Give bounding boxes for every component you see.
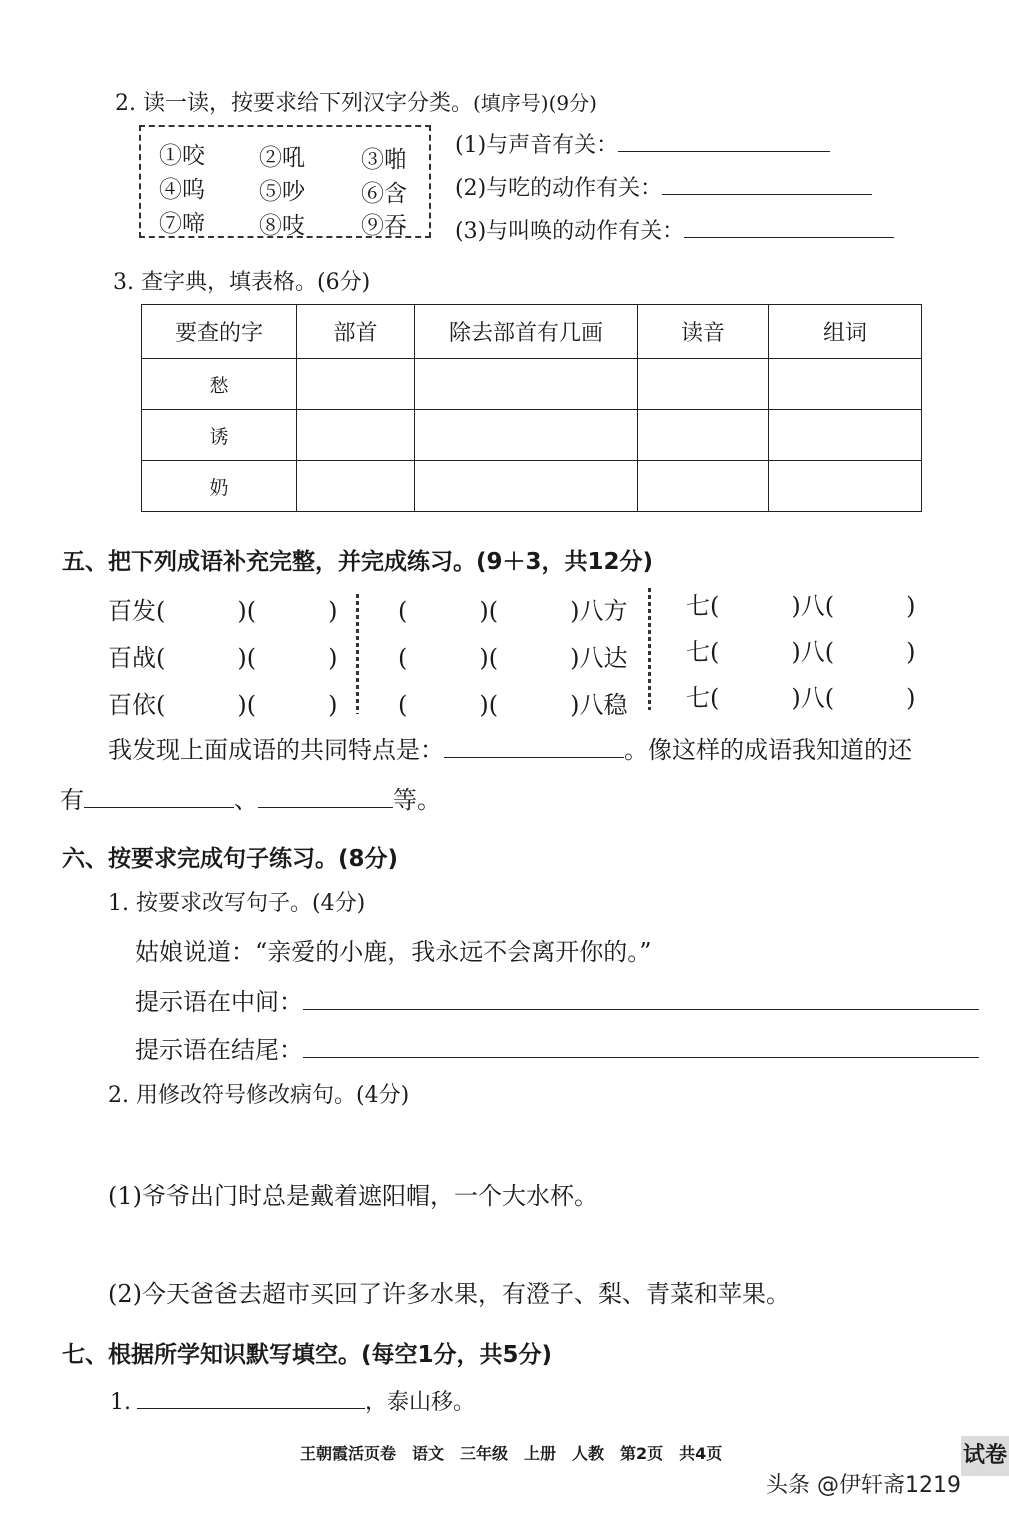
idiom-item: 七( )八( ) (686, 684, 916, 712)
answer-cell[interactable] (638, 359, 769, 410)
s7-q1-number: 1. (110, 1390, 131, 1415)
rewrite-end-label: 提示语在结尾： (135, 1036, 303, 1064)
answer-blank[interactable] (258, 785, 393, 808)
table-row (142, 410, 922, 461)
idiom-item: 百发( )( ) (108, 597, 338, 625)
answer-blank[interactable] (618, 129, 830, 152)
rewrite-middle-label: 提示语在中间： (135, 988, 303, 1016)
answer-cell[interactable] (638, 461, 769, 512)
table-header: 除去部首有几画 (415, 305, 638, 359)
example-text: 有 (60, 786, 84, 814)
feature-text: 我发现上面成语的共同特点是： (108, 736, 444, 764)
q2-item-2-label: (2)与吃的动作有关： (455, 176, 663, 201)
table-header-row (142, 305, 922, 359)
answer-blank[interactable] (303, 1035, 979, 1058)
idiom-item: 百依( )( ) (108, 691, 338, 719)
example-end: 等。 (393, 786, 441, 814)
s7-q1-text: ，泰山移。 (365, 1390, 476, 1415)
char-item: ⑦啼 (159, 211, 205, 237)
answer-cell[interactable] (769, 461, 922, 512)
idiom-item: ( )( )八达 (398, 644, 628, 672)
idiom-item: 七( )八( ) (686, 592, 916, 620)
paper-tag: 试卷 (961, 1436, 1009, 1476)
page-footer: 王朝霞活页卷 语文 三年级 上册 人教 第2页 共4页 (300, 1444, 723, 1463)
idiom-item: 七( )八( ) (686, 638, 916, 666)
s6-q1-title: 1. 按要求改写句子。(4分) (108, 891, 366, 916)
char-item: ⑨吞 (361, 213, 407, 239)
answer-cell[interactable] (638, 410, 769, 461)
q3-title: 3. 查字典，填表格。(6分) (113, 270, 371, 295)
idiom-item: 百战( )( ) (108, 644, 338, 672)
wavy-divider (648, 588, 651, 710)
lookup-char: 愁 (142, 359, 297, 410)
char-item: ⑤吵 (259, 179, 305, 205)
q2-item-3 (455, 214, 894, 245)
q2-title (115, 86, 597, 117)
answer-cell[interactable] (415, 359, 638, 410)
char-item: ⑥含 (361, 181, 407, 207)
q2-title-text: 2. 读一读，按要求给下列汉字分类。 (115, 91, 473, 116)
table-row (142, 359, 922, 410)
s6-quote: 姑娘说道：“亲爱的小鹿，我永远不会离开你的。” (135, 938, 652, 966)
q2-item-3-label: (3)与叫唤的动作有关： (455, 219, 685, 244)
idiom-item: ( )( )八稳 (398, 691, 628, 719)
answer-cell[interactable] (297, 410, 415, 461)
answer-blank[interactable] (444, 735, 624, 758)
answer-cell[interactable] (297, 359, 415, 410)
idiom-example-line (60, 780, 441, 815)
table-row (142, 461, 922, 512)
answer-blank[interactable] (684, 215, 894, 238)
char-item: ③啪 (361, 147, 407, 173)
wavy-divider (356, 594, 359, 714)
answer-blank[interactable] (662, 172, 872, 195)
section-5-title: 五、把下列成语补充完整，并完成练习。(9＋3，共12分) (62, 549, 654, 575)
char-item: ④呜 (159, 177, 205, 203)
faulty-sentence-1: (1)爷爷出门时总是戴着遮阳帽，一个大水杯。 (108, 1182, 598, 1210)
answer-blank[interactable] (137, 1386, 365, 1409)
section-6-title: 六、按要求完成句子练习。(8分) (62, 846, 399, 872)
q2-item-1-label: (1)与声音有关： (455, 133, 619, 158)
dictionary-table (141, 304, 922, 512)
answer-blank[interactable] (84, 785, 234, 808)
q2-title-note: (填序号)(9分) (473, 91, 597, 115)
rewrite-middle (135, 982, 979, 1017)
char-item: ②吼 (259, 145, 305, 171)
s7-q1 (110, 1385, 475, 1416)
char-item: ⑧吱 (259, 213, 305, 239)
lookup-char: 诱 (142, 410, 297, 461)
answer-cell[interactable] (415, 461, 638, 512)
answer-cell[interactable] (769, 410, 922, 461)
lookup-char: 奶 (142, 461, 297, 512)
table-header: 组词 (769, 305, 922, 359)
feature-text-2: 。像这样的成语我知道的还 (624, 736, 912, 764)
watermark: 头条 @伊轩斋1219 (766, 1473, 961, 1498)
table-header: 部首 (297, 305, 415, 359)
table-header: 读音 (638, 305, 769, 359)
s6-q2-title: 2. 用修改符号修改病句。(4分) (108, 1083, 410, 1108)
example-sep: 、 (234, 786, 258, 814)
answer-cell[interactable] (769, 359, 922, 410)
q2-item-2 (455, 171, 872, 202)
idiom-feature-line (108, 730, 912, 765)
section-7-title: 七、根据所学知识默写填空。(每空1分，共5分) (62, 1342, 553, 1368)
rewrite-end (135, 1030, 979, 1065)
character-box (139, 125, 431, 238)
answer-cell[interactable] (415, 410, 638, 461)
answer-blank[interactable] (303, 987, 979, 1010)
q2-item-1 (455, 128, 830, 159)
char-item: ①咬 (159, 143, 205, 169)
answer-cell[interactable] (297, 461, 415, 512)
idiom-item: ( )( )八方 (398, 597, 628, 625)
table-header: 要查的字 (142, 305, 297, 359)
faulty-sentence-2: (2)今天爸爸去超市买回了许多水果，有澄子、梨、青菜和苹果。 (108, 1280, 790, 1308)
